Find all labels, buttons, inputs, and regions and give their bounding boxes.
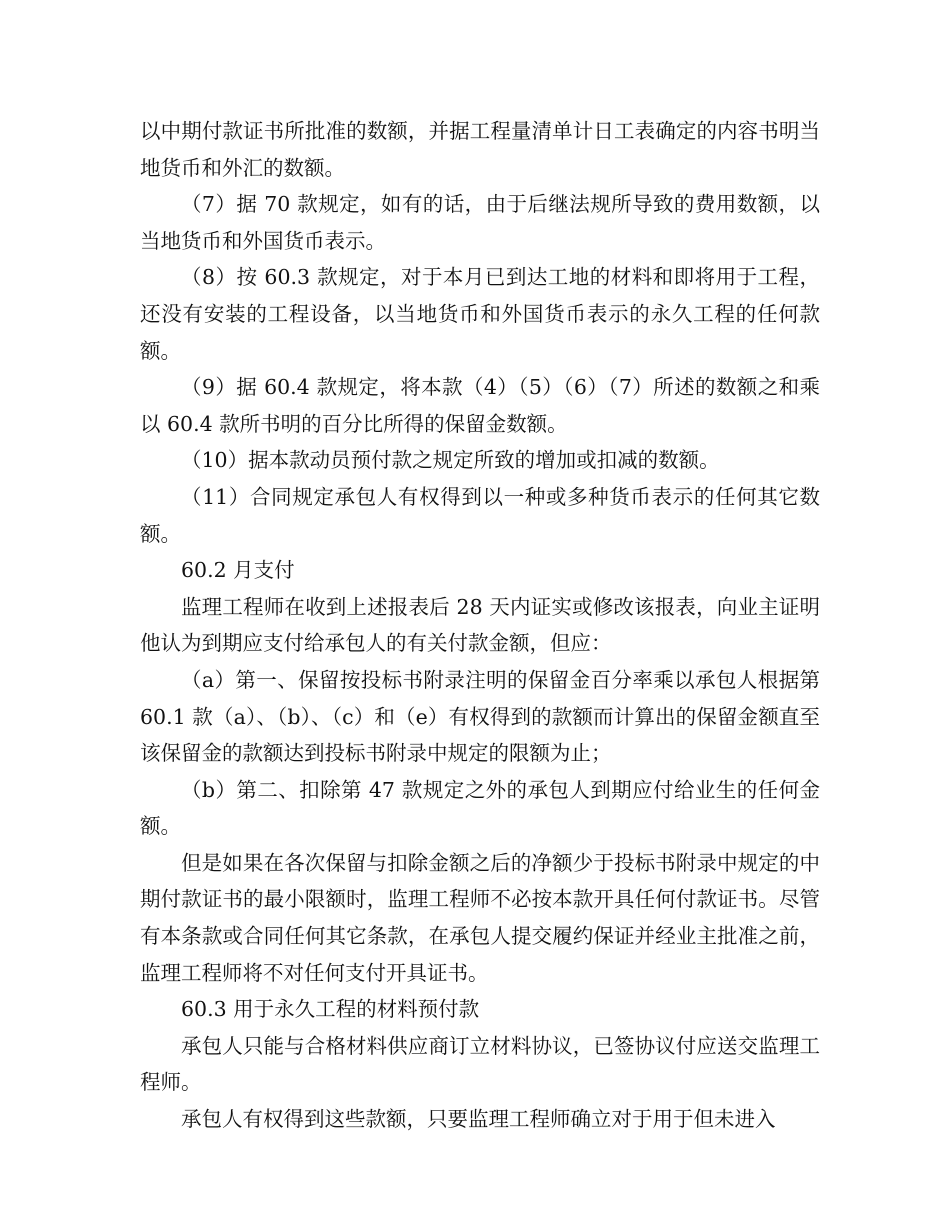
document-body	[140, 113, 820, 1138]
paragraph: （11）合同规定承包人有权得到以一种或多种货币表示的任何其它数额。	[140, 484, 820, 546]
paragraph: （a）第一、保留按投标书附录注明的保留金百分率乘以承包人根据第 60.1 款（a）、（b）、（c）和（e）有权得到的款额而计算出的保留金额直至该保留金的款额达到投标书附录中规定的限额为止；	[140, 667, 820, 766]
paragraph: （9）据 60.4 款规定，将本款（4）（5）（6）（7）所述的数额之和乘以 60.4 款所书明的百分比所得的保留金数额。	[140, 375, 820, 436]
paragraph: 承包人有权得到这些款额，只要监理工程师确立对于用于但未进入	[181, 1107, 776, 1132]
section-heading: 60.3 用于永久工程的材料预付款	[181, 997, 480, 1022]
paragraph: （8）按 60.3 款规定，对于本月已到达工地的材料和即将用于工程，还没有安装的工程设备，以当地货币和外国货币表示的永久工程的任何款额。	[140, 265, 820, 363]
paragraph: （b）第二、扣除第 47 款规定之外的承包人到期应付给业生的任何金额。	[140, 777, 820, 839]
paragraph: （10）据本款动员预付款之规定所致的增加或扣减的数额。	[181, 448, 720, 473]
section-heading: 60.2 月支付	[181, 558, 295, 583]
paragraph: 承包人只能与合格材料供应商订立材料协议，已签协议付应送交监理工程师。	[140, 1033, 820, 1095]
paragraph: 以中期付款证书所批准的数额，并据工程量清单计日工表确定的内容书明当地货币和外汇的数额。	[140, 119, 820, 180]
paragraph: 监理工程师在收到上述报表后 28 天内证实或修改该报表，向业主证明他认为到期应支付给承包人的有关付款金额，但应：	[140, 594, 820, 656]
paragraph: 但是如果在各次保留与扣除金额之后的净额少于投标书附录中规定的中期付款证书的最小限额时，监理工程师不必按本款开具任何付款证书。尽管有本条款或合同任何其它条款，在承包人提交履约保证并经业主批准之前，监理工程师将不对任何支付开具证书。	[140, 850, 820, 985]
paragraph: （7）据 70 款规定，如有的话，由于后继法规所导致的费用数额，以当地货币和外国货币表示。	[140, 192, 820, 253]
